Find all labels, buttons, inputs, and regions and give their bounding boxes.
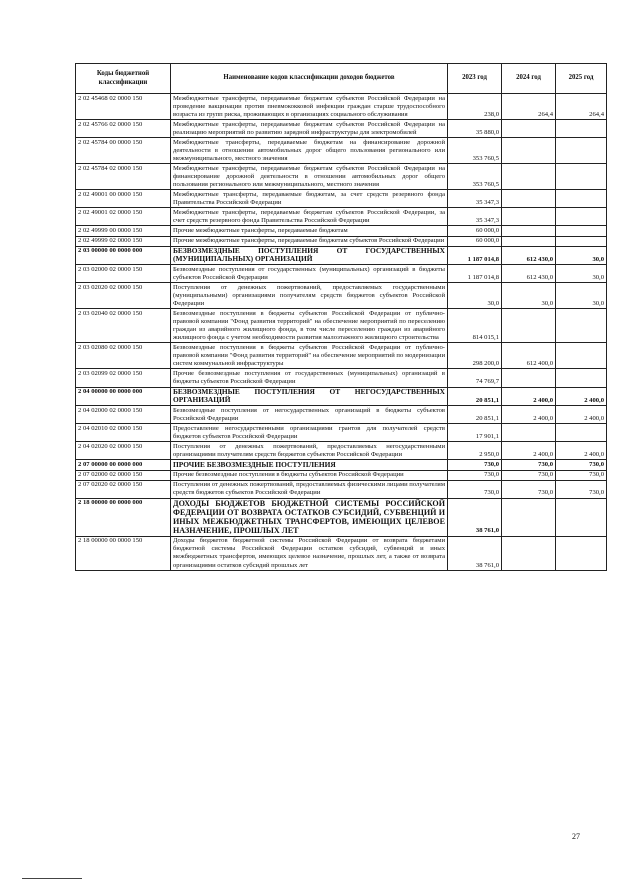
- table-row: [76, 442, 607, 460]
- value-2024-cell: 730,0: [502, 480, 556, 498]
- value-2023-cell: 1 187 014,8: [448, 265, 502, 283]
- value-2024-cell: 612 430,0: [502, 246, 556, 265]
- value-2023-cell: 298 200,0: [448, 343, 502, 369]
- table-row: [76, 283, 607, 309]
- value-2023-cell: 20 851,1: [448, 387, 502, 406]
- code-cell: 2 02 49999 00 0000 150: [76, 226, 171, 236]
- table-row: [76, 138, 607, 164]
- value-2025-cell: 264,4: [556, 94, 607, 120]
- table-row: [76, 120, 607, 138]
- table-row: [76, 226, 607, 236]
- table-row: [76, 536, 607, 570]
- code-cell: 2 02 49001 02 0000 150: [76, 208, 171, 226]
- value-2025-cell: 2 400,0: [556, 442, 607, 460]
- table-row: [76, 94, 607, 120]
- value-2025-cell: [556, 424, 607, 442]
- value-2025-cell: [556, 309, 607, 343]
- value-2025-cell: [556, 208, 607, 226]
- code-cell: 2 04 02020 02 0000 150: [76, 442, 171, 460]
- name-cell: Поступления от денежных пожертвований, предоставляемых физическими лицами получателям средств бюджетов субъектов Российской Федерации: [171, 480, 448, 498]
- value-2023-cell: 730,0: [448, 460, 502, 470]
- name-cell: Предоставление негосударственными организациями грантов для получателей средств бюджетов субъектов Российской Федерации: [171, 424, 448, 442]
- name-cell: Межбюджетные трансферты, передаваемые бюджетам субъектов Российской Федерации на реализацию мероприятий по развитию зарядной инфраструктуры для электромобилей: [171, 120, 448, 138]
- value-2025-cell: [556, 190, 607, 208]
- code-cell: 2 02 45784 00 0000 150: [76, 138, 171, 164]
- table-row: [76, 164, 607, 190]
- table-row: [76, 460, 607, 470]
- page-number: 27: [572, 832, 580, 841]
- value-2025-cell: 30,0: [556, 283, 607, 309]
- code-cell: 2 07 02000 02 0000 150: [76, 470, 171, 480]
- name-cell: Безвозмездные поступления в бюджеты субъектов Российской Федерации от публично-правовой компании "Фонд развития территорий" на обеспечение мероприятий по переселению граждан из аварийного жилищного фонда, в том числе переселению граждан из аварийного жилищного фонда с учетом необходимости развития малоэтажного жилищного строительства: [171, 309, 448, 343]
- budget-classification-table: [75, 63, 607, 571]
- value-2025-cell: 2 400,0: [556, 406, 607, 424]
- value-2025-cell: 730,0: [556, 470, 607, 480]
- header-code: Коды бюджетной классификации: [76, 64, 171, 94]
- code-cell: 2 03 02020 02 0000 150: [76, 283, 171, 309]
- code-cell: 2 04 02010 02 0000 150: [76, 424, 171, 442]
- value-2025-cell: 2 400,0: [556, 387, 607, 406]
- name-cell: Безвозмездные поступления в бюджеты субъектов Российской Федерации от публично-правовой компании "Фонд развития территорий" на обеспечение мероприятий по модернизации систем коммунальной инфраструктуры: [171, 343, 448, 369]
- table-row: [76, 246, 607, 265]
- code-cell: 2 18 00000 00 0000 150: [76, 536, 171, 570]
- table-row: [76, 343, 607, 369]
- value-2024-cell: [502, 536, 556, 570]
- table-header-row: [76, 64, 607, 94]
- value-2023-cell: 353 760,5: [448, 164, 502, 190]
- value-2025-cell: 730,0: [556, 480, 607, 498]
- value-2023-cell: 17 901,1: [448, 424, 502, 442]
- name-cell: Межбюджетные трансферты, передаваемые бюджетам субъектов Российской Федерации, за счет средств резервного фонда Правительства Российской Федерации: [171, 208, 448, 226]
- name-cell: Прочие безвозмездные поступления в бюджеты субъектов Российской Федерации: [171, 470, 448, 480]
- table-row: [76, 424, 607, 442]
- footer-rule: [22, 878, 82, 879]
- value-2023-cell: 35 347,3: [448, 190, 502, 208]
- value-2023-cell: 35 880,0: [448, 120, 502, 138]
- value-2024-cell: [502, 138, 556, 164]
- name-cell: Доходы бюджетов бюджетной системы Российской Федерации от возврата бюджетами бюджетной системы Российской Федерации остатков субсидий, субвенций и иных межбюджетных трансфертов, имеющих целевое назначение, прошлых лет, а также от возврата организациями остатков субсидий прошлых лет: [171, 536, 448, 570]
- value-2023-cell: 74 769,7: [448, 369, 502, 387]
- value-2023-cell: 1 187 014,8: [448, 246, 502, 265]
- value-2024-cell: [502, 164, 556, 190]
- table-row: [76, 265, 607, 283]
- code-cell: 2 03 02099 02 0000 150: [76, 369, 171, 387]
- value-2024-cell: 2 400,0: [502, 442, 556, 460]
- value-2023-cell: 38 761,0: [448, 536, 502, 570]
- code-cell: 2 03 02080 02 0000 150: [76, 343, 171, 369]
- table-row: [76, 480, 607, 498]
- code-cell: 2 18 00000 00 0000 000: [76, 498, 171, 536]
- value-2024-cell: 730,0: [502, 470, 556, 480]
- name-cell: Межбюджетные трансферты, передаваемые бюджетам, за счет средств резервного фонда Правительства Российской Федерации: [171, 190, 448, 208]
- value-2025-cell: 30,0: [556, 265, 607, 283]
- value-2025-cell: [556, 164, 607, 190]
- name-cell: Межбюджетные трансферты, передаваемые бюджетам субъектов Российской Федерации на финансирование дорожной деятельности в отношении автомобильных дорог общего пользования регионального или межмуниципального, местного значения: [171, 164, 448, 190]
- value-2024-cell: [502, 120, 556, 138]
- value-2023-cell: 30,0: [448, 283, 502, 309]
- value-2024-cell: [502, 226, 556, 236]
- name-cell: Поступления от денежных пожертвований, предоставляемых государственными (муниципальными) организациями получателям средств бюджетов субъектов Российской Федерации: [171, 283, 448, 309]
- value-2025-cell: [556, 536, 607, 570]
- value-2024-cell: 30,0: [502, 283, 556, 309]
- value-2023-cell: 730,0: [448, 480, 502, 498]
- code-cell: 2 04 00000 00 0000 000: [76, 387, 171, 406]
- value-2023-cell: 730,0: [448, 470, 502, 480]
- value-2023-cell: 353 760,5: [448, 138, 502, 164]
- value-2023-cell: 60 000,0: [448, 226, 502, 236]
- name-cell: Прочие межбюджетные трансферты, передаваемые бюджетам субъектов Российской Федерации: [171, 236, 448, 246]
- name-cell: БЕЗВОЗМЕЗДНЫЕ ПОСТУПЛЕНИЯ ОТ ГОСУДАРСТВЕННЫХ (МУНИЦИПАЛЬНЫХ) ОРГАНИЗАЦИЙ: [171, 246, 448, 265]
- table-row: [76, 236, 607, 246]
- code-cell: 2 07 02020 02 0000 150: [76, 480, 171, 498]
- code-cell: 2 07 00000 00 0000 000: [76, 460, 171, 470]
- value-2024-cell: 730,0: [502, 460, 556, 470]
- value-2025-cell: 730,0: [556, 460, 607, 470]
- name-cell: Безвозмездные поступления от негосударственных организаций в бюджеты субъектов Российской Федерации: [171, 406, 448, 424]
- header-2024: 2024 год: [502, 64, 556, 94]
- code-cell: 2 02 49001 00 0000 150: [76, 190, 171, 208]
- value-2023-cell: 35 347,3: [448, 208, 502, 226]
- name-cell: Поступления от денежных пожертвований, предоставляемых негосударственными организациями получателям средств бюджетов субъектов Российской Федерации: [171, 442, 448, 460]
- value-2025-cell: 30,0: [556, 246, 607, 265]
- value-2023-cell: 38 761,0: [448, 498, 502, 536]
- code-cell: 2 03 00000 00 0000 000: [76, 246, 171, 265]
- value-2024-cell: 2 400,0: [502, 387, 556, 406]
- value-2024-cell: 612 400,0: [502, 343, 556, 369]
- header-2025: 2025 год: [556, 64, 607, 94]
- code-cell: 2 04 02000 02 0000 150: [76, 406, 171, 424]
- value-2025-cell: [556, 369, 607, 387]
- value-2024-cell: [502, 369, 556, 387]
- value-2024-cell: 612 430,0: [502, 265, 556, 283]
- table-row: [76, 190, 607, 208]
- name-cell: Прочие безвозмездные поступления от государственных (муниципальных) организаций в бюджеты субъектов Российской Федерации: [171, 369, 448, 387]
- value-2025-cell: [556, 120, 607, 138]
- name-cell: Безвозмездные поступления от государственных (муниципальных) организаций в бюджеты субъектов Российской Федерации: [171, 265, 448, 283]
- table-row: [76, 369, 607, 387]
- table-row: [76, 208, 607, 226]
- name-cell: ДОХОДЫ БЮДЖЕТОВ БЮДЖЕТНОЙ СИСТЕМЫ РОССИЙСКОЙ ФЕДЕРАЦИИ ОТ ВОЗВРАТА ОСТАТКОВ СУБСИДИЙ, СУБВЕНЦИЙ И ИНЫХ МЕЖБЮДЖЕТНЫХ ТРАНСФЕРТОВ, ИМЕЮЩИХ ЦЕЛЕВОЕ НАЗНАЧЕНИЕ, ПРОШЛЫХ ЛЕТ: [171, 498, 448, 536]
- name-cell: Прочие межбюджетные трансферты, передаваемые бюджетам: [171, 226, 448, 236]
- value-2024-cell: [502, 190, 556, 208]
- value-2025-cell: [556, 236, 607, 246]
- value-2024-cell: [502, 236, 556, 246]
- value-2023-cell: 2 950,0: [448, 442, 502, 460]
- header-2023: 2023 год: [448, 64, 502, 94]
- code-cell: 2 03 02000 02 0000 150: [76, 265, 171, 283]
- value-2025-cell: [556, 138, 607, 164]
- value-2025-cell: [556, 498, 607, 536]
- value-2024-cell: [502, 498, 556, 536]
- table-row: [76, 406, 607, 424]
- code-cell: 2 02 49999 02 0000 150: [76, 236, 171, 246]
- code-cell: 2 02 45468 02 0000 150: [76, 94, 171, 120]
- value-2024-cell: [502, 309, 556, 343]
- name-cell: Межбюджетные трансферты, передаваемые бюджетам субъектов Российской Федерации на проведение вакцинации против пневмококковой инфекции граждан старше трудоспособного возраста из групп риска, проживающих в организациях социального обслуживания: [171, 94, 448, 120]
- value-2024-cell: [502, 208, 556, 226]
- value-2024-cell: 264,4: [502, 94, 556, 120]
- value-2023-cell: 20 851,1: [448, 406, 502, 424]
- table-row: [76, 309, 607, 343]
- name-cell: Межбюджетные трансферты, передаваемые бюджетам на финансирование дорожной деятельности в отношении автомобильных дорог общего пользования регионального или межмуниципального, местного значения: [171, 138, 448, 164]
- code-cell: 2 03 02040 02 0000 150: [76, 309, 171, 343]
- value-2025-cell: [556, 226, 607, 236]
- header-name: Наименование кодов классификации доходов бюджетов: [171, 64, 448, 94]
- table-row: [76, 387, 607, 406]
- value-2023-cell: 814 015,1: [448, 309, 502, 343]
- name-cell: БЕЗВОЗМЕЗДНЫЕ ПОСТУПЛЕНИЯ ОТ НЕГОСУДАРСТВЕННЫХ ОРГАНИЗАЦИЙ: [171, 387, 448, 406]
- value-2025-cell: [556, 343, 607, 369]
- value-2024-cell: [502, 424, 556, 442]
- value-2024-cell: 2 400,0: [502, 406, 556, 424]
- value-2023-cell: 238,0: [448, 94, 502, 120]
- code-cell: 2 02 45766 02 0000 150: [76, 120, 171, 138]
- value-2023-cell: 60 000,0: [448, 236, 502, 246]
- code-cell: 2 02 45784 02 0000 150: [76, 164, 171, 190]
- name-cell: ПРОЧИЕ БЕЗВОЗМЕЗДНЫЕ ПОСТУПЛЕНИЯ: [171, 460, 448, 470]
- table-row: [76, 498, 607, 536]
- table-row: [76, 470, 607, 480]
